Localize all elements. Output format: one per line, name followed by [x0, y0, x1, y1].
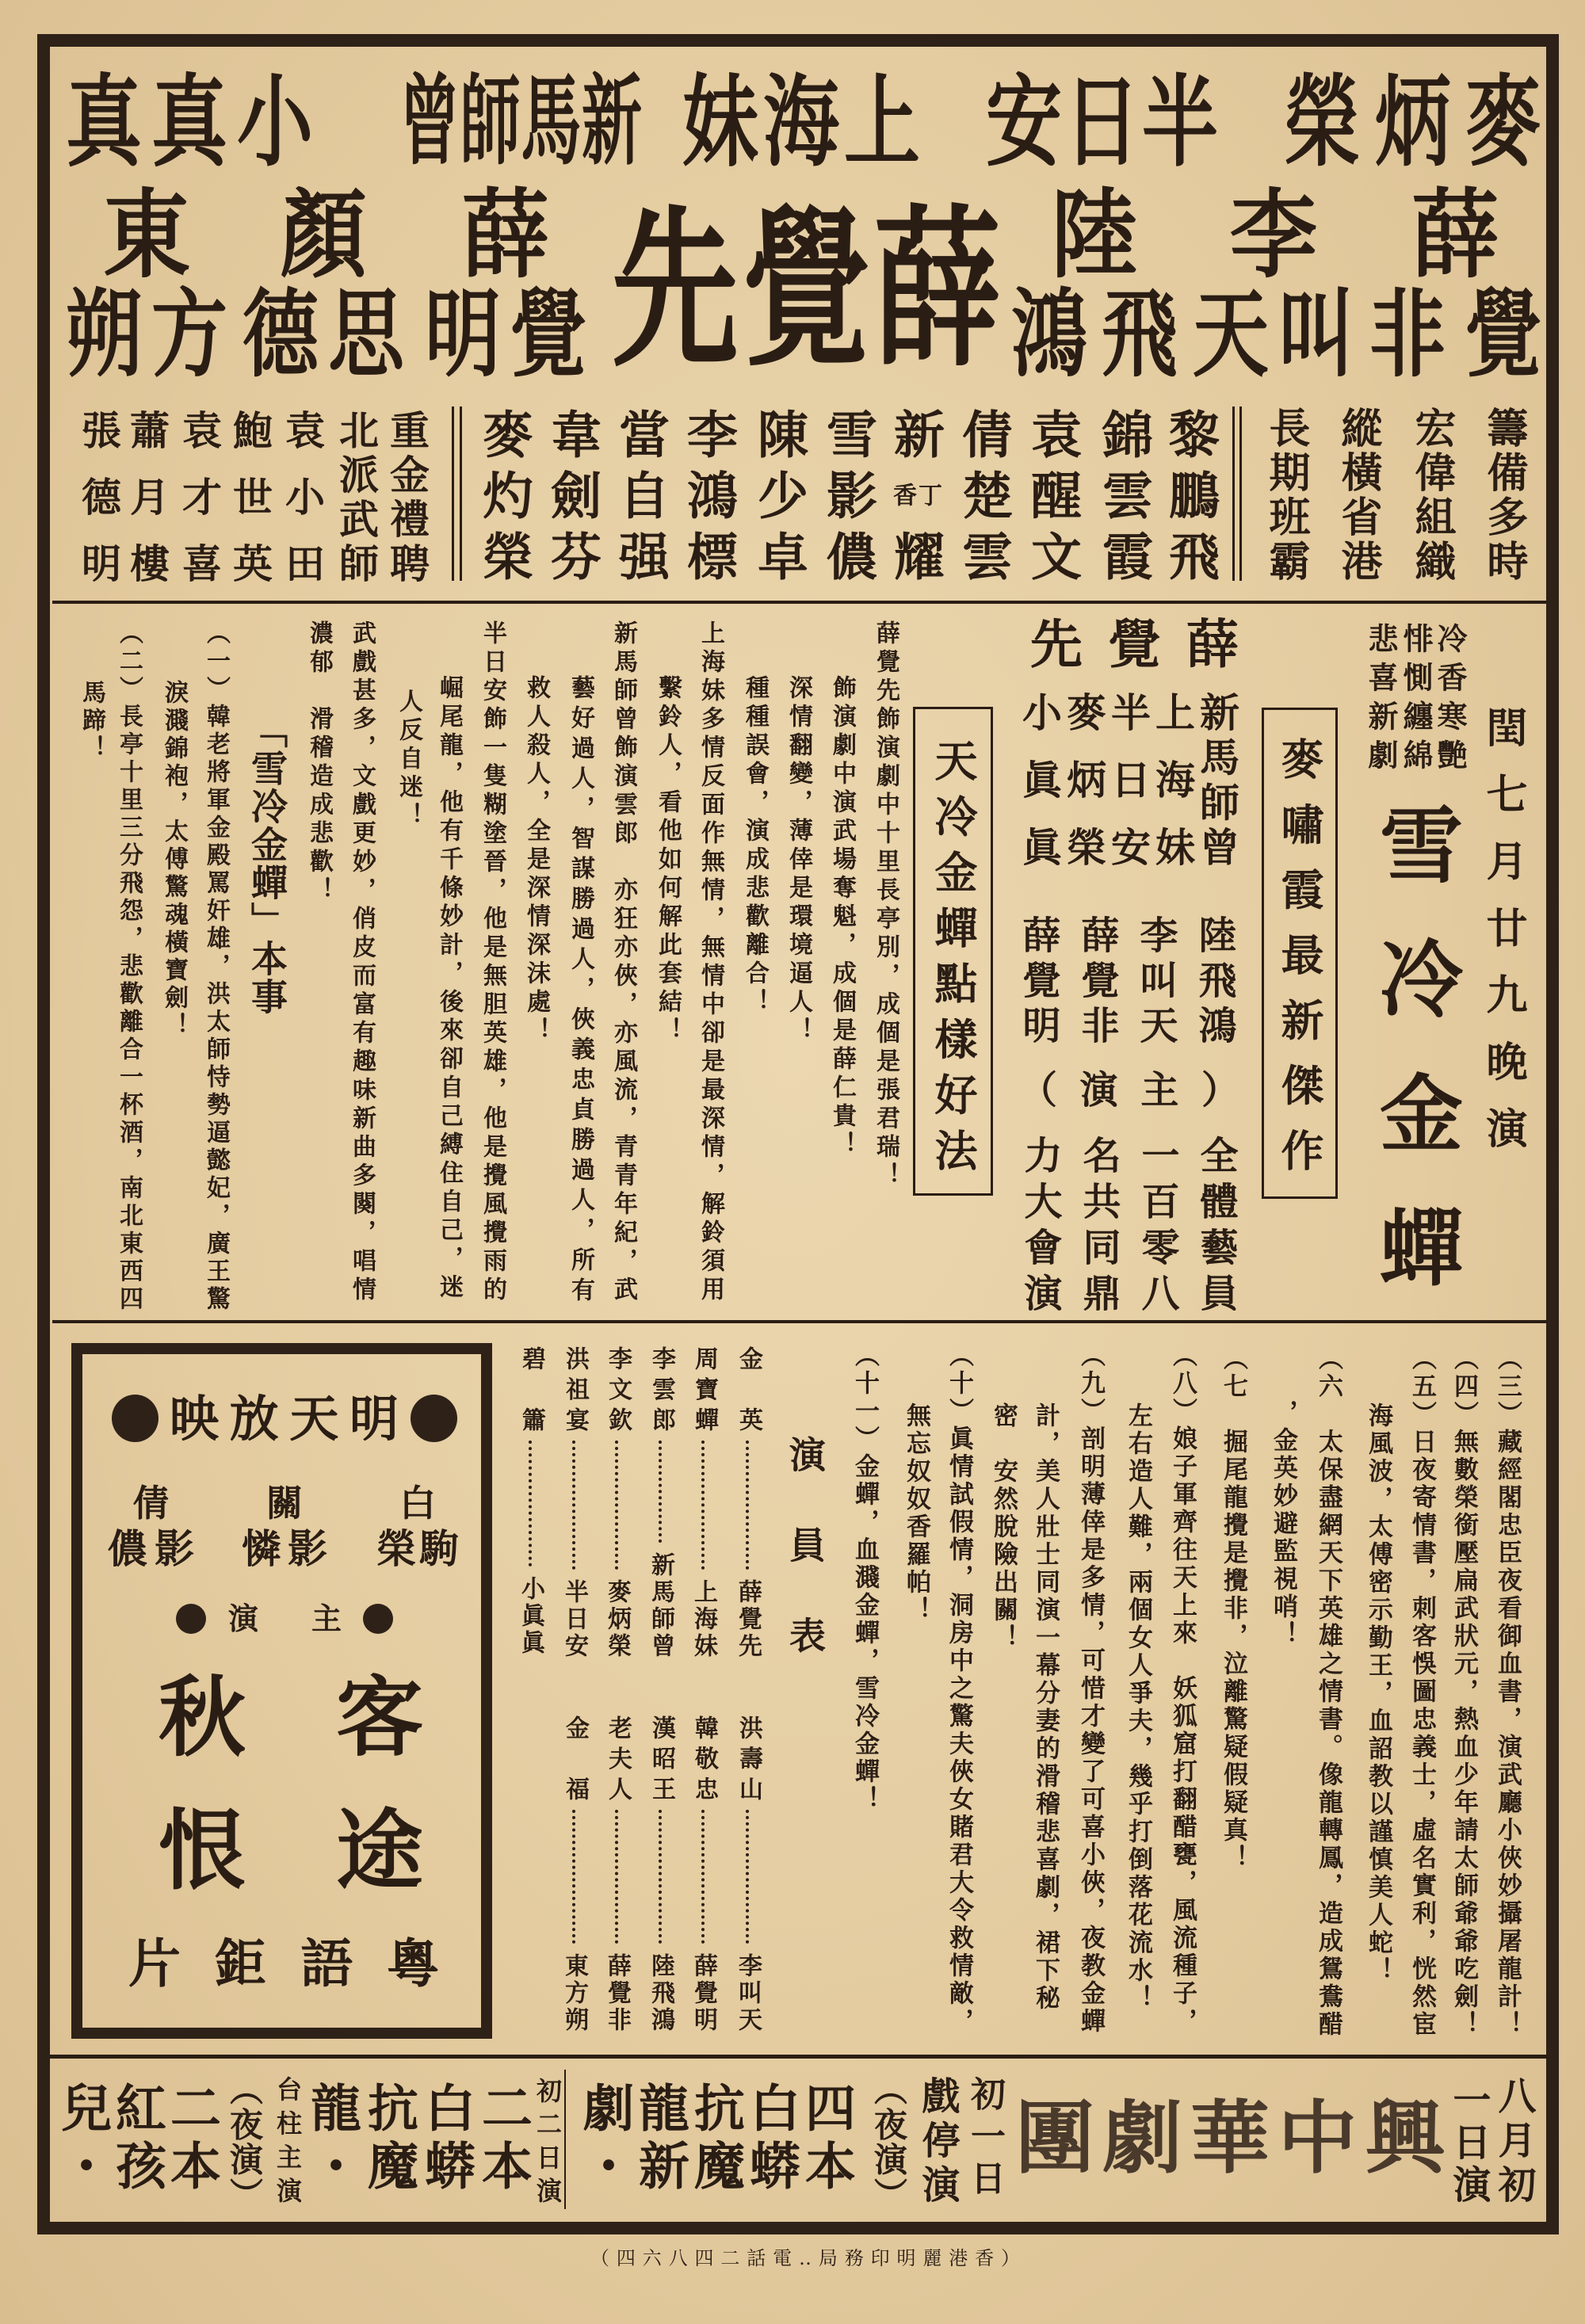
- film-star-name: [108, 1482, 194, 1572]
- featured-surname: 東: [103, 178, 190, 291]
- highlights-text: 半日安飾一隻糊塗晉，他是無胆英雄，他是攪風攪雨的: [479, 620, 506, 1305]
- bullet-dot-icon: [112, 1395, 158, 1442]
- cast-actor: 麥炳榮: [603, 1579, 631, 1660]
- cast-entry: [734, 1346, 761, 1660]
- schedule-divider: [564, 2070, 566, 2209]
- roster-martial-heading: 北派武師: [333, 410, 380, 582]
- roster-principal-name: 袁醒文: [1022, 408, 1082, 581]
- film-star-surname: 白: [399, 1482, 436, 1525]
- synopsis-text: 馬蹄！: [78, 680, 105, 763]
- cast-lower-name: 薛覺非: [1075, 915, 1119, 1044]
- cast-actor: 半日安: [560, 1579, 588, 1660]
- lead-heading: 薛覺先: [1030, 613, 1239, 675]
- day2-cast-note: 台柱主演: [273, 2076, 303, 2203]
- cast-table-heading: 演員表: [784, 1436, 827, 1653]
- synopsis-text: 無忘奴奴香羅帕！: [902, 1402, 930, 1624]
- roster-martial-heading: 重金禮聘: [384, 410, 430, 582]
- highlights-text: 救人殺人，全是深情深沫處！: [522, 675, 550, 1046]
- section-divider: [50, 2055, 1547, 2059]
- lead-star-name: 薛覺先: [612, 189, 1001, 390]
- dotted-leader: [572, 1441, 575, 1570]
- film-tagline: 粵語鉅片: [128, 1933, 439, 1994]
- cast-actor: 東方朔: [560, 1953, 588, 2034]
- roster-principal-name: 當自强: [610, 408, 670, 581]
- highlights-text: 種種誤會，演成悲歡離合！: [741, 675, 769, 1017]
- opening-date: 八月初: [1491, 2076, 1536, 2203]
- day1-note: 初一日: [964, 2076, 1005, 2195]
- day1-night-title: 四本白蟒抗魔龍新劇・: [575, 2082, 856, 2197]
- film-title-column: 秋恨: [144, 1671, 246, 1891]
- featured-given-name: 方朔: [66, 277, 227, 390]
- show-tagline: 悲喜新劇: [1363, 623, 1399, 769]
- cast-table-column: [603, 1346, 630, 2034]
- bullet-dot-icon: [176, 1604, 206, 1634]
- synopsis-text: 左右造人難，兩個女人爭夫，幾乎打倒落花流水！: [1124, 1402, 1152, 2013]
- highlights-text: 上海妹多情反面作無情，無情中卻是最深情，解鈴須用: [697, 620, 724, 1305]
- cast-role: 金英: [735, 1346, 762, 1431]
- film-star-given: 影憐: [242, 1525, 327, 1572]
- synopsis-text: （六 太保盡網天下英雄之情書。像龍轉鳳，造成鴛鴦醋: [1314, 1345, 1342, 2039]
- cast-role: 李文欽: [604, 1346, 632, 1431]
- cast-entry: [647, 1715, 674, 2034]
- cast-upper-name: 上海妹: [1149, 692, 1196, 866]
- synopsis-text: （十）眞情試假情，洞房中之驚夫俠女賭君大令救情敵，: [945, 1342, 973, 2036]
- name-part: 新: [885, 408, 945, 459]
- synopsis-text: 密 安然脫險出關！: [989, 1402, 1018, 1652]
- roster-slogan: 縱橫省港: [1334, 406, 1382, 581]
- film-star-given: 駒榮: [376, 1525, 459, 1572]
- roster-martial-name: 蕭月樓: [124, 410, 170, 582]
- show-tagline: 冷香寒艷: [1432, 623, 1468, 769]
- roster-slogan: 宏偉組織: [1407, 406, 1456, 581]
- highlights-heading: 天冷金蟬點樣好法: [928, 738, 979, 1171]
- synopsis-text: （七 掘尾龍攪是攪非，泣離驚疑假疑真！: [1219, 1345, 1247, 1872]
- ensemble-note: 名共同鼎: [1076, 1135, 1121, 1311]
- synopsis-text: （九）剖明薄倖是多情，可惜才變了可喜小俠，夜教金蟬: [1076, 1342, 1105, 2036]
- cast-table-column: [689, 1346, 716, 2034]
- featured-name-block: [243, 178, 404, 390]
- cast-role: 碧簫: [518, 1346, 545, 1431]
- cast-entry: [560, 1346, 587, 1660]
- day2-day-title: 二本白蟒抗魔龍・: [302, 2082, 533, 2197]
- dotted-leader: [746, 1441, 749, 1570]
- synopsis-text: （四）無數榮銜壓扁武狀元，熱血少年請太師爺爺吃劍！: [1449, 1345, 1478, 2039]
- dotted-leader: [615, 1810, 618, 1944]
- featured-name-block: [1193, 178, 1354, 390]
- roster-principal-name: 黎鵬飛: [1160, 408, 1220, 581]
- ensemble-note: 全體藝員: [1194, 1135, 1238, 1311]
- cast-entry: [603, 1715, 630, 2034]
- roster-martial-name: 鮑世英: [227, 410, 273, 582]
- film-title-column: 客途: [322, 1671, 424, 1891]
- bullet-dot-icon: [363, 1604, 393, 1634]
- roster-slogan: 籌備多時: [1480, 406, 1528, 581]
- double-divider: [460, 406, 462, 581]
- cast-upper-name: 新馬師曾: [1194, 692, 1240, 866]
- cast-actor: 上海妹: [689, 1579, 717, 1660]
- star-row-name: 麥炳榮: [1284, 63, 1541, 181]
- roster-principal-name: [885, 408, 945, 581]
- cast-entry: [734, 1715, 761, 2034]
- roster-martial-name: 袁小田: [279, 410, 326, 582]
- featured-given-name: 覺明: [425, 277, 586, 390]
- featured-given-name: 飛鴻: [1011, 277, 1178, 390]
- roster-principal-name: 麥灼榮: [474, 408, 533, 581]
- synopsis-text: （十一）金蟬，血濺金蟬，雪冷金蟬！: [850, 1342, 879, 1814]
- cast-table-column: [734, 1346, 761, 2034]
- featured-name-block: [1011, 178, 1178, 390]
- cast-actor: 薛覺非: [603, 1953, 631, 2034]
- featured-surname: 陸: [1051, 178, 1138, 291]
- cast-upper-name: 半日安: [1105, 692, 1152, 866]
- highlights-text: 人反自迷！: [395, 689, 422, 831]
- day2-date: 初二日演: [533, 2078, 563, 2203]
- film-ad-heading: 明天放映: [170, 1390, 399, 1448]
- cast-role: 老夫人: [604, 1715, 632, 1800]
- cast-lower-name: 薛覺明: [1016, 915, 1060, 1044]
- highlights-text: 濃郁 滑稽造成悲歡！: [305, 620, 333, 906]
- cast-entry: [647, 1346, 674, 1660]
- cast-role: 金福: [561, 1715, 589, 1800]
- roster-principal-name: 倩楚雲: [953, 408, 1013, 581]
- dotted-leader: [701, 1441, 705, 1570]
- cast-table-column: [517, 1346, 544, 1657]
- dotted-leader: [746, 1810, 749, 1944]
- cast-lower-name: 陸飛鴻: [1192, 915, 1236, 1044]
- day1-note: 戲停演: [915, 2076, 960, 2203]
- day2-night-title: 二本紅孩兒・: [52, 2082, 221, 2197]
- featured-given-name: 覺非: [1369, 277, 1541, 390]
- cast-actor: 新馬師曾: [647, 1552, 674, 1660]
- highlights-text: 武戲甚多，文戲更妙，俏皮而富有趣味新曲多闋，唱情: [348, 620, 376, 1305]
- synopsis-text: （五）日夜寄情書，刺客悞圖忠義士，虛名實利，恍然宦: [1407, 1345, 1436, 2039]
- roster-slogan: 長期班霸: [1262, 406, 1310, 581]
- highlights-text: 薛覺先飾演劇中十里長亭別，成個是張君瑞！: [872, 620, 899, 1191]
- name-part-small: 丁香: [888, 482, 941, 506]
- synopsis-text: （一）韓老將軍金殿罵奸雄，洪太師恃勢逼懿妃，廣王驚: [202, 620, 230, 1314]
- roster-principal-name: 雪影儂: [818, 408, 877, 581]
- highlights-text: 繫鈴人，看他如何解此套結！: [654, 675, 682, 1046]
- troupe-name: 興中華劇團: [1015, 2091, 1445, 2185]
- cast-role-note: （主演）: [1019, 1068, 1239, 1112]
- film-star-given: 影儂: [108, 1525, 194, 1572]
- author-credit: 麥嘯霞最新傑作: [1274, 737, 1325, 1171]
- featured-surname: 李: [1230, 178, 1317, 291]
- night-label: （夜演）: [869, 2072, 908, 2211]
- double-divider: [452, 406, 454, 581]
- roster-martial-name: 張德明: [75, 410, 122, 582]
- show-title: 雪冷金蟬: [1366, 802, 1465, 1288]
- printer-imprint: （香港麗明印務局‥電話二四八六四）: [590, 2247, 1020, 2269]
- roster-principal-name: 陳少卓: [749, 408, 808, 581]
- cast-table-column: [647, 1346, 674, 2034]
- show-tagline: 悱惻纏綿: [1398, 623, 1434, 769]
- section-divider: [52, 1320, 1547, 1323]
- cast-upper-name: 小眞眞: [1016, 692, 1063, 866]
- cast-lower-name: 李叫天: [1133, 915, 1178, 1044]
- roster-principal-name: 韋劍芬: [542, 408, 602, 581]
- dotted-leader: [615, 1441, 618, 1570]
- roster-principal-name: 李鴻標: [678, 408, 738, 581]
- featured-given-name: 思德: [243, 277, 404, 390]
- name-part: 耀: [885, 530, 945, 581]
- film-billing: 主演: [228, 1601, 342, 1636]
- ensemble-note: 一百零八: [1135, 1135, 1179, 1311]
- night-label: （夜演）: [225, 2072, 264, 2211]
- film-star-surname: 關: [266, 1482, 303, 1525]
- cast-entry: [689, 1346, 716, 1660]
- synopsis-text: 海風波，太傅密示勤王，血詔教以謹慎美人蛇！: [1364, 1402, 1392, 1985]
- cast-role: 韓敬忠: [690, 1715, 718, 1800]
- film-star-surname: 倩: [132, 1482, 170, 1525]
- synopsis-text: ，金英妙避監視哨！: [1269, 1399, 1297, 1649]
- film-star-name: [376, 1482, 459, 1572]
- featured-name-block: [425, 178, 586, 390]
- cast-entry: [689, 1715, 716, 2034]
- cast-role: 漢昭王: [647, 1715, 675, 1800]
- featured-surname: 薛: [1411, 178, 1499, 291]
- cast-entry: [603, 1346, 630, 1660]
- star-row-name: 半日安: [986, 63, 1218, 181]
- synopsis-text: （八）娘子軍齊往天上來 妖狐窟打翻醋甕，風流種子，: [1168, 1342, 1197, 2036]
- section-divider: [52, 601, 1547, 604]
- featured-name-block: [66, 178, 227, 390]
- highlights-text: 崛尾龍，他有千條妙計，後來卻自己縛住自己，迷: [435, 675, 463, 1303]
- featured-name-block: [1369, 178, 1541, 390]
- featured-surname: 薛: [462, 178, 549, 291]
- ensemble-note: 力大會演: [1018, 1135, 1062, 1311]
- featured-given-name: 叫天: [1193, 277, 1354, 390]
- opening-date: 一日演: [1446, 2080, 1491, 2203]
- cast-role: 李雲郎: [647, 1346, 675, 1431]
- bullet-dot-icon: [411, 1395, 457, 1442]
- cast-entry: [560, 1715, 587, 2034]
- roster-principal-name: 錦雲霞: [1094, 408, 1153, 581]
- star-row-name: 上海妹: [682, 63, 920, 181]
- featured-surname: 顏: [280, 178, 367, 291]
- double-divider: [1232, 406, 1235, 581]
- cast-actor: 李叫天: [734, 1953, 762, 2034]
- cast-actor: 陸飛鴻: [647, 1953, 674, 2034]
- dotted-leader: [572, 1810, 575, 1944]
- show-date: 閏七月廿九晚演: [1479, 706, 1527, 1148]
- cast-actor: 薛覺明: [689, 1953, 717, 2034]
- cast-table-column: [560, 1346, 587, 2034]
- synopsis-text: 淚濺錦袍，太傅驚魂橫寶劍！: [160, 680, 188, 1040]
- star-row-name: 新馬師曾: [399, 63, 642, 178]
- film-star-name: [242, 1482, 327, 1572]
- double-divider: [1239, 406, 1242, 581]
- dotted-leader: [659, 1810, 662, 1944]
- roster-martial-name: 袁才喜: [176, 410, 223, 582]
- cast-role: 周寶蟬: [690, 1346, 718, 1431]
- highlights-text: 新馬師曾飾演雲郎 亦狂亦俠，亦風流，青青年紀，武: [609, 620, 637, 1305]
- synopsis-text: 計，美人壯士同演一幕分妻的滑稽悲喜劇，裙下秘: [1031, 1402, 1060, 2013]
- synopsis-text: （三）藏經閣忠臣夜看御血書，演武廳小俠妙攝屠龍計！: [1493, 1345, 1522, 2039]
- cast-actor: 小眞眞: [517, 1576, 544, 1657]
- synopsis-heading: 「雪冷金蟬」本事: [246, 712, 288, 1016]
- cast-role: 洪壽山: [735, 1715, 762, 1800]
- cast-actor: 薛覺先: [734, 1579, 762, 1660]
- cast-upper-name: 麥炳榮: [1060, 692, 1107, 866]
- highlights-text: 飾演劇中演武場奪魁，成個是薛仁貴！: [828, 675, 856, 1160]
- synopsis-text: （二）長亭十里三分飛怨，悲歡離合一杯酒，南北東西四: [115, 620, 143, 1314]
- dotted-leader: [701, 1810, 705, 1944]
- dotted-leader: [659, 1441, 662, 1543]
- highlights-text: 藝好過人，智謀勝過人，俠義忠貞勝過人，所有: [567, 675, 594, 1307]
- highlights-text: 深情翻變，薄倖是環境逼人！: [785, 675, 812, 1046]
- cast-entry: [517, 1346, 544, 1657]
- cast-role: 洪祖宴: [561, 1346, 589, 1431]
- star-row-name: 小真真: [66, 63, 313, 181]
- dotted-leader: [529, 1441, 532, 1567]
